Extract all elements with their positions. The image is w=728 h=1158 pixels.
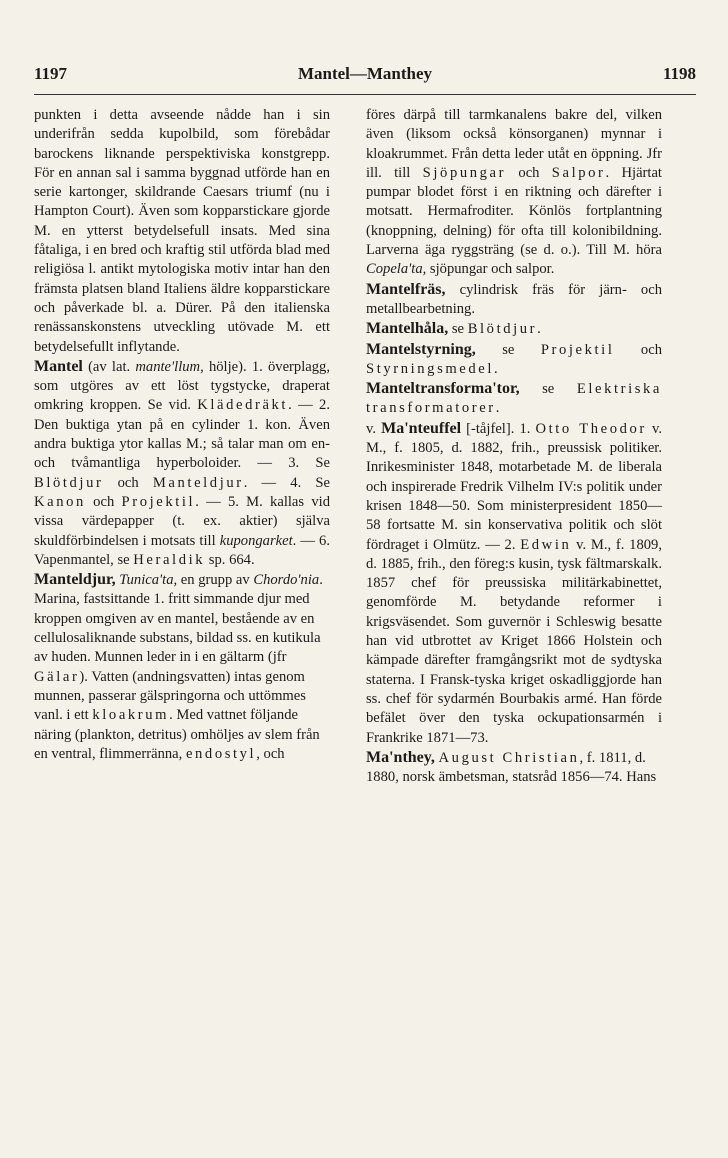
headword: Manteldjur, <box>34 571 116 589</box>
left-column <box>34 106 330 764</box>
mantegna-continuation: punkten i detta avseende nådde han i sin underifrån sedda kupolbild, som förebådar barockens liknande perspektiviska konstgrepp. För en annan sal i samma byggnad utförde han en serie kartonger, skildrande Caesars triumf (nu i Hampton Court). Även som kopparstickare gjorde M. en ytterst betydelsefull insats. Med sina fåtaliga, i en bred och kraftig stil utförda blad med religiösa l. antikt mytologiska motiv intar han den främsta platsen bland Italiens äldre kopparstickare och påverkade bl. a. Dürer. På den italienska renässanskonstens utveckling utövade M. ett betydelsefullt inflytande. <box>34 107 330 355</box>
headword: Mantelfräs, <box>366 280 446 298</box>
cross-reference: Manteldjur <box>152 474 244 491</box>
cross-reference: Blötdjur <box>467 321 538 338</box>
headword: Mantelstyrning, <box>366 340 476 358</box>
entry-manteltransformator: Manteltransforma'tor, se Elektriska transformatorer. <box>366 380 662 417</box>
manteldjur-continuation: föres därpå till tarmkanalens bakre del, vilken även (liksom också könsorganen) mynnar i kloakrummet. Från detta leder utåt en öppning. Jfr ill. till Sjöpungar och Salpor. Hjärtat pumpar blodet först i en riktning och därefter i motsatt. Hermafroditer. Könlös fortplantning (knoppning, delning) för ofta till kolonibildning. Larverna äga ryggsträng (se d. o.). Till M. höra Copela'ta, sjöpungar och salpor. <box>366 107 662 278</box>
entry-manthey: Ma'nthey, August Christian, f. 1811, d. 1880, norsk ämbetsman, statsråd 1856—74. Hans <box>366 748 657 786</box>
cross-reference: Kanon <box>34 493 86 510</box>
entry-mantelstyrning: Mantelstyrning, se Projektil och Styrningsmedel. <box>366 340 662 377</box>
entry-mantel: Mantel (av lat. mante'llum, hölje). 1. överplagg, som utgöres av ett löst tygstycke, draperat omkring kroppen. Se vid. Klädedräkt. — 2. Den buktiga ytan på en cylinder 1. kon. Även andra buktiga ytor kallas M.; så talar man om en- och tvåmantliga hyperboloider. — 3. Se Blötdjur och Manteldjur. — 4. Se Kanon och Projektil. — 5. M. kallas vid vissa värdepapper (t. ex. aktier) själva skuldförbindelsen i motsats till kupongarket. — 6. Vapenmantel, se Heraldik sp. 664. <box>34 357 330 568</box>
headword: Manteltransforma'tor, <box>366 380 520 398</box>
headword: Ma'nteuffel <box>381 419 462 437</box>
cross-reference: Sjöpungar <box>422 164 507 181</box>
entry-manteldjur: Manteldjur, Tunica'ta, en grupp av Chordo'nia. Marina, fastsittande 1. fritt simmande djur med kroppen omgiven av en mantel, bestående av en cellulosaliknande substans, bildad ss. en kutikula av huden. Munnen leder in i en gältarm (jfr Gälar). Vatten (andningsvatten) intas genom munnen, passerar gälspringorna och uttömmes vanl. i ett kloakrum. Med vattnet följande näring (plankton, detritus) omhöljes av slem från en ventral, flimmerränna, endostyl, och <box>34 571 323 762</box>
running-title: Mantel—Manthey <box>297 64 433 83</box>
page-number-right: 1198 <box>662 64 696 83</box>
cross-reference: Otto Theodor <box>535 420 647 437</box>
entry-manteuffel: v. Ma'nteuffel [-tåjfel]. 1. Otto Theodor v. M., f. 1805, d. 1882, frih., preussisk politiker. Inrikesminister 1848, motarbetade M. de liberala och inspirerade Fredrik Vilhelm IV:s politik under krisen 1848—50. Som ministerpresident 1850—58 fortsatte M. sin konservativa politik och slöt fördraget i Olmütz. — 2. Edwin v. M., f. 1809, d. 1885, frih., den föreg:s kusin, tysk fältmarskalk. 1857 chef för preussiska militärkabinettet, genomförde M. betydande reformer i krigsväsendet. Som guvernör i Schleswig besatte han vid utbrottet av Kriget 1866 Holstein och kämpade därefter framgångsrikt mot de sydtyska staterna. I Fransk-tyska kriget oskadliggjorde han ss. chef för sydarmén Bourbakis armé. Han förde befälet över den tyska ockupationsarmén i Frankrike 1871—73. <box>366 419 662 746</box>
cross-reference: Klädedräkt <box>197 397 289 414</box>
headword: Mantelhåla, <box>366 320 449 338</box>
page-number-left: 1197 <box>34 64 68 83</box>
page-header <box>34 64 696 90</box>
cross-reference: kloakrum <box>92 707 170 724</box>
right-column <box>366 106 662 787</box>
cross-reference: Gälar <box>34 668 80 685</box>
entry-mantelfras: Mantelfräs, cylindrisk fräs för järn- och metallbearbetning. <box>366 280 662 317</box>
cross-reference: Blötdjur <box>34 474 104 491</box>
header-rule <box>34 94 696 95</box>
headword: Mantel <box>34 357 83 375</box>
cross-reference: Styrningsmedel <box>366 360 495 377</box>
cross-reference: Elektriska transformatorer <box>366 381 662 417</box>
cross-reference: endostyl <box>185 745 257 762</box>
headword: Ma'nthey, <box>366 748 435 766</box>
cross-reference: Projektil <box>540 341 615 358</box>
cross-reference: Edwin <box>520 536 572 553</box>
cross-reference: Projektil <box>121 493 196 510</box>
cross-reference: August Christian <box>438 749 580 766</box>
cross-reference: Heraldik <box>133 551 206 568</box>
entry-mantelhala: Mantelhåla, se Blötdjur. <box>366 320 541 338</box>
cross-reference: Salpor <box>551 164 606 181</box>
